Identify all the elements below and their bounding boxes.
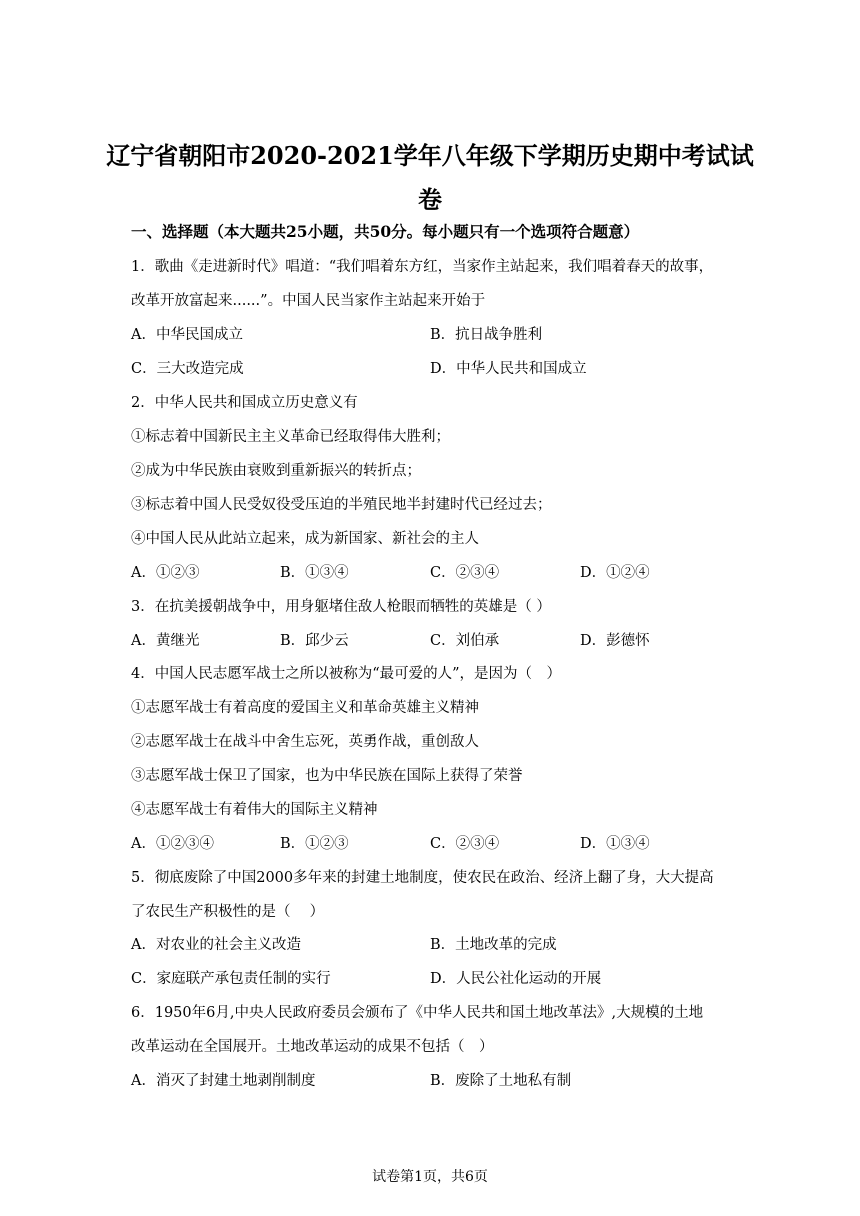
q4-option-a: A．①②③④ [131, 836, 214, 852]
q5-stem-line-1: 5．彻底废除了中国2000多年来的封建土地制度，使农民在政治、经济上翻了身，大大提高 [131, 870, 714, 886]
q2-statement-1: ①标志着中国新民主主义革命已经取得伟大胜利； [131, 429, 450, 445]
q2-option-c: C．②③④ [430, 565, 500, 581]
q1-stem-line-1: 1．歌曲《走进新时代》唱道：“我们唱着东方红，当家作主站起来，我们唱着春天的故事， [131, 259, 714, 275]
q4-option-d: D．①③④ [580, 836, 650, 852]
q5-option-d: D．人民公社化运动的开展 [430, 971, 602, 987]
q4-stem: 4．中国人民志愿军战士之所以被称为“最可爱的人”，是因为（ ） [131, 666, 562, 682]
page-title-line-1: 辽宁省朝阳市2020-2021学年八年级下学期历史期中考试试 [106, 141, 754, 170]
q1-option-d: D．中华人民共和国成立 [430, 361, 587, 377]
q5-option-c: C．家庭联产承包责任制的实行 [131, 971, 331, 987]
q5-option-b: B．土地改革的完成 [430, 937, 557, 953]
q1-option-a: A．中华民国成立 [131, 327, 243, 343]
page-footer: 试卷第1页，共6页 [372, 1169, 488, 1185]
q4-option-b: B．①②③ [280, 836, 349, 852]
q2-option-b: B．①③④ [280, 565, 349, 581]
q3-option-a: A．黄继光 [131, 633, 200, 649]
q4-statement-4: ④志愿军战士有着伟大的国际主义精神 [131, 802, 378, 818]
q3-option-c: C．刘伯承 [430, 633, 500, 649]
q4-statement-2: ②志愿军战士在战斗中舍生忘死，英勇作战，重创敌人 [131, 734, 479, 750]
q2-stem: 2．中华人民共和国成立历史意义有 [131, 395, 358, 411]
q2-statement-4: ④中国人民从此站立起来，成为新国家、新社会的主人 [131, 531, 479, 547]
q4-option-c: C．②③④ [430, 836, 500, 852]
q2-option-d: D．①②④ [580, 565, 650, 581]
q3-option-b: B．邱少云 [280, 633, 349, 649]
q6-option-b: B．废除了土地私有制 [430, 1073, 572, 1089]
q2-option-a: A．①②③ [131, 565, 200, 581]
q2-statement-2: ②成为中华民族由衰败到重新振兴的转折点； [131, 463, 421, 479]
q6-stem-line-2: 改革运动在全国展开。土地改革运动的成果不包括（ ） [131, 1039, 494, 1055]
q4-statement-3: ③志愿军战士保卫了国家，也为中华民族在国际上获得了荣誉 [131, 768, 523, 784]
q3-stem: 3．在抗美援朝战争中，用身躯堵住敌人枪眼而牺牲的英雄是（ ） [131, 599, 551, 615]
q6-option-a: A．消灭了封建土地剥削制度 [131, 1073, 316, 1089]
q6-stem-line-1: 6．1950年6月,中央人民政府委员会颁布了《中华人民共和国土地改革法》,大规模的土地 [131, 1005, 704, 1021]
q2-statement-3: ③标志着中国人民受奴役受压迫的半殖民地半封建时代已经过去； [131, 497, 552, 513]
q1-stem-line-2: 改革开放富起来......”。中国人民当家作主站起来开始于 [131, 293, 486, 309]
q1-option-b: B．抗日战争胜利 [430, 327, 543, 343]
q1-option-c: C．三大改造完成 [131, 361, 244, 377]
page-title-line-2: 卷 [418, 185, 442, 214]
q4-statement-1: ①志愿军战士有着高度的爱国主义和革命英雄主义精神 [131, 700, 479, 716]
q5-option-a: A．对农业的社会主义改造 [131, 937, 301, 953]
section-heading: 一、选择题（本大题共25小题，共50分。每小题只有一个选项符合题意） [131, 222, 640, 241]
q3-option-d: D．彭德怀 [580, 633, 650, 649]
q5-stem-line-2: 了农民生产积极性的是（ ） [131, 904, 325, 920]
